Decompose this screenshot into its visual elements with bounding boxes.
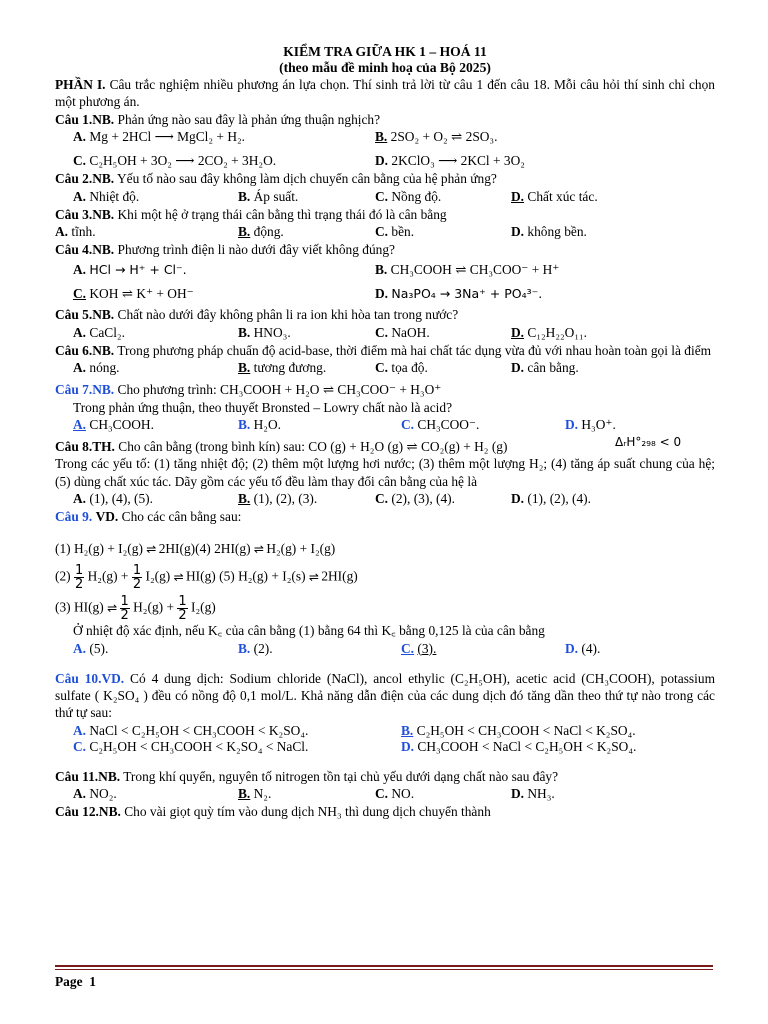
options-row (55, 146, 715, 170)
question-3: Câu 3.NB. Khi một hệ ở trạng thái cân bằng thì trạng thái đó là cân bằng (55, 206, 447, 222)
options-row (55, 738, 715, 756)
option-d[interactable]: D. Chất xúc tác. (511, 188, 598, 204)
option-b[interactable]: B. HNO₃. (238, 324, 291, 340)
option-c[interactable]: C. (3). (401, 640, 437, 656)
option-d[interactable]: D. 2KClO₃ ⟶ 2KCl + 3O₂ (375, 153, 525, 169)
equilibrium-arrow-icon: ⇌ (253, 541, 263, 556)
page-footer (55, 974, 96, 990)
question-label: Câu 1.NB. (55, 111, 115, 127)
option-b[interactable]: B. Áp suất. (238, 188, 299, 204)
exam-page (55, 44, 715, 821)
options-row (55, 188, 715, 206)
question-9-text2: Ở nhiệt độ xác định, nếu K꜀ của cân bằng (1) bằng 64 thì K꜀ bằng 0,125 là của cân bằng (73, 623, 545, 639)
option-c[interactable]: C. Nồng độ. (375, 188, 442, 204)
option-b[interactable]: B. (1), (2), (3). (238, 491, 318, 507)
options-row (55, 282, 715, 306)
page-label: Page (55, 974, 83, 989)
option-a[interactable]: A. nóng. (73, 360, 120, 376)
question-10: Câu 10.VD. Có 4 dung dịch: Sodium chloride (NaCl), ancol ethylic (C₂H₅OH), acetic acid (CH₃COOH), potassium sulfate ( K₂SO₄ ) đều có nồng độ 0,1 mol/L. Khả năng dẫn điện của các dung dịch đó tăng dần theo thứ tự nào trong các thứ tự sau: (55, 670, 715, 721)
question-8: Câu 8.TH. Cho cân bằng (trong bình kín) sau: CO (g) + H₂O (g) ⇌ CO₂(g) + H₂ (g) ΔᵣH°₂₉₈ < 0 (55, 435, 682, 455)
question-11: Câu 11.NB. Trong khí quyển, nguyên tố nitrogen tồn tại chủ yếu dưới dạng chất nào sau đây? (55, 768, 559, 784)
fraction-half: $\frac{1}{2}$ (178, 594, 187, 624)
options-row (55, 223, 715, 241)
equilibrium-arrow-icon: ⇌ (173, 569, 183, 584)
question-8-text2: Trong các yếu tố: (1) tăng nhiệt độ; (2) thêm một lượng hơi nước; (3) thêm một lượng H₂; (4) tăng áp suất chung của hệ; (5) dùng chất xúc tác. Dãy gồm các yếu tố đều làm thay đổi cân bằng của hệ là (55, 456, 715, 489)
option-a[interactable]: A. CH₃COOH. (73, 417, 154, 433)
option-a[interactable]: A. tĩnh. (55, 224, 96, 240)
option-b[interactable]: B. H₂O. (238, 417, 281, 433)
options-row (55, 490, 715, 508)
option-d[interactable]: D. CH₃COOH < NaCl < C₂H₅OH < K₂SO₄. (401, 738, 637, 754)
option-a[interactable]: A. Nhiệt độ. (73, 188, 140, 204)
option-c[interactable]: C. tọa độ. (375, 360, 428, 376)
option-b[interactable]: B. C₂H₅OH < CH₃COOH < NaCl < K₂SO₄. (401, 722, 636, 738)
option-d[interactable]: D. H₃O⁺. (565, 417, 616, 433)
option-d[interactable]: D. không bền. (511, 224, 587, 240)
question-1 (55, 111, 715, 128)
option-d[interactable]: D. Na₃PO₄ → 3Na⁺ + PO₄³⁻. (375, 286, 543, 302)
equilibrium-3: (3) HI(g) ⇌ $\frac{1}{2}$ H₂(g) + $\frac{1}{2}$ I₂(g) (55, 594, 216, 624)
page-number: 1 (89, 974, 96, 989)
question-2: Câu 2.NB. Yếu tố nào sau đây không làm dịch chuyển cân bằng của hệ phản ứng? (55, 171, 497, 187)
exam-subtitle: (theo mẫu đề minh hoạ của Bộ 2025) (279, 60, 491, 75)
options-row (55, 258, 715, 282)
options-row (55, 359, 715, 377)
question-text: Phản ứng nào sau đây là phản ứng thuận nghịch? (117, 111, 381, 127)
exam-title: KIỂM TRA GIỮA HK 1 – HOÁ 11 (283, 44, 487, 59)
equilibrium-arrow-icon: ⇌ (146, 541, 156, 556)
option-c[interactable]: C. C₂H₅OH < CH₃COOH < K₂SO₄ < NaCl. (73, 738, 309, 754)
option-b[interactable]: B. (2). (238, 640, 273, 656)
footer-rule-thin (55, 969, 713, 970)
equilibrium-1-4: (1) H₂(g) + I₂(g) ⇌ 2HI(g)(4) 2HI(g) ⇌ H₂(g) + I₂(g) (55, 540, 715, 558)
options-row (55, 128, 715, 146)
option-a[interactable]: A. HCl → H⁺ + Cl⁻. (73, 262, 187, 278)
option-d[interactable]: D. NH₃. (511, 786, 555, 802)
option-c[interactable]: C. C₂H₅OH + 3O₂ ⟶ 2CO₂ + 3H₂O. (73, 153, 277, 169)
question-6: Câu 6.NB. Trong phương pháp chuẩn độ acid-base, thời điểm mà hai chất tác dụng vừa đủ với nhau hoàn toàn gọi là điểm (55, 342, 712, 358)
options-row (55, 416, 715, 434)
option-c[interactable]: C. (2), (3), (4). (375, 491, 455, 507)
option-d[interactable]: D. C₁₂H₂₂O₁₁. (511, 324, 588, 340)
option-b[interactable]: B. N₂. (238, 786, 272, 802)
options-row (55, 785, 715, 803)
enthalpy-label: ΔᵣH°₂₉₈ < 0 (615, 435, 682, 450)
option-c[interactable]: C. KOH ⇌ K⁺ + OH⁻ (73, 286, 194, 302)
option-c[interactable]: C. CH₃COO⁻. (401, 417, 480, 433)
option-a[interactable]: A. NaCl < C₂H₅OH < CH₃COOH < K₂SO₄. (73, 722, 309, 738)
option-a[interactable]: A. (1), (4), (5). (73, 491, 153, 507)
options-row (55, 722, 715, 738)
option-b[interactable]: B. động. (238, 224, 284, 240)
question-9: Câu 9. VD. Cho các cân bằng sau: (55, 509, 242, 525)
question-7-text2: Trong phản ứng thuận, theo thuyết Bronsted – Lowry chất nào là acid? (73, 399, 453, 415)
question-4: Câu 4.NB. Phương trình điện li nào dưới đây viết không đúng? (55, 242, 396, 258)
question-7: Câu 7.NB. Cho phương trình: CH₃COOH + H₂O ⇌ CH₃COO⁻ + H₃O⁺ (55, 382, 442, 398)
option-a[interactable]: A. Mg + 2HCl ⟶ MgCl₂ + H₂. (73, 129, 246, 145)
fraction-half: $\frac{1}{2}$ (74, 563, 84, 593)
option-b[interactable]: B. CH₃COOH ⇌ CH₃COO⁻ + H⁺ (375, 262, 560, 278)
equilibrium-arrow-icon: ⇌ (107, 600, 117, 615)
option-a[interactable]: A. NO₂. (73, 786, 117, 802)
option-a[interactable]: A. (5). (73, 640, 109, 656)
fraction-half: $\frac{1}{2}$ (132, 563, 142, 593)
fraction-half: $\frac{1}{2}$ (120, 594, 129, 624)
option-c[interactable]: C. bền. (375, 224, 415, 240)
options-row (55, 640, 715, 658)
options-row (55, 324, 715, 342)
option-c[interactable]: C. NaOH. (375, 324, 430, 340)
part1-label: PHẦN I. (55, 77, 106, 92)
part1-text: Câu trắc nghiệm nhiều phương án lựa chọn. Thí sinh trả lời từ câu 1 đến câu 18. Mỗi câu hỏi thí sinh chỉ chọn một phương án. (55, 77, 715, 110)
equilibrium-2-5: (2) $\frac{1}{2}$ H₂(g) + $\frac{1}{2}$ I₂(g) ⇌ HI(g) (5) H₂(g) + I₂(s) ⇌ 2HI(g) (55, 563, 358, 593)
option-d[interactable]: D. (1), (2), (4). (511, 491, 591, 507)
option-d[interactable]: D. (4). (565, 640, 601, 656)
part1-intro (55, 76, 715, 111)
equilibrium-arrow-icon: ⇌ (308, 569, 318, 584)
option-b[interactable]: B. tương đương. (238, 360, 327, 376)
footer-rule (55, 965, 713, 967)
question-12: Câu 12.NB. Cho vài giọt quỳ tím vào dung dịch NH₃ thì dung dịch chuyển thành (55, 804, 491, 820)
option-c[interactable]: C. NO. (375, 786, 415, 802)
option-b[interactable]: B. 2SO₂ + O₂ ⇌ 2SO₃. (375, 129, 498, 145)
option-a[interactable]: A. CaCl₂. (73, 324, 125, 340)
question-5: Câu 5.NB. Chất nào dưới đây không phân li ra ion khi hòa tan trong nước? (55, 307, 459, 323)
option-d[interactable]: D. cân bằng. (511, 360, 579, 376)
